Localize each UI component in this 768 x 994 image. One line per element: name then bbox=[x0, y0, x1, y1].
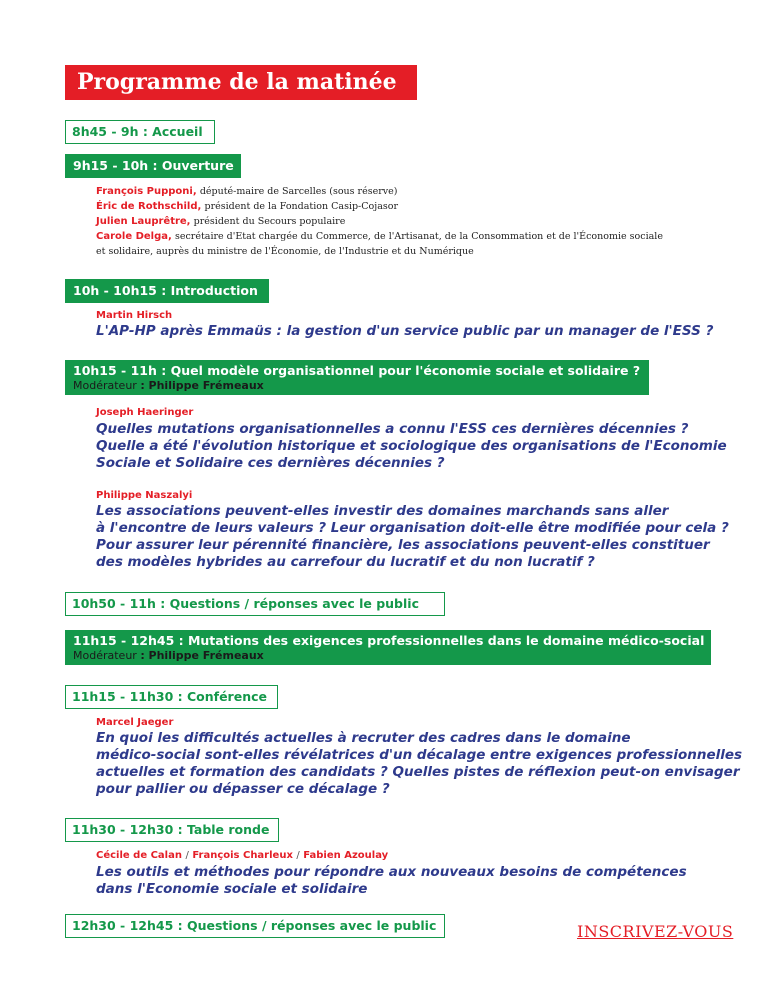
session1-moderator: Modérateur : Philippe Frémeaux bbox=[73, 379, 264, 392]
qa2-slot: 12h30 - 12h45 : Questions / réponses avec le public bbox=[65, 914, 445, 938]
accueil-slot: 8h45 - 9h : Accueil bbox=[65, 120, 215, 144]
ouverture-guests bbox=[96, 184, 663, 259]
session2-header bbox=[65, 630, 711, 665]
register-link[interactable]: INSCRIVEZ-VOUS bbox=[577, 922, 734, 941]
guest-row: Carole Delga, secrétaire d'Etat chargée du Commerce, de l'Artisanat, de la Consommation et de l'Économie sociale bbox=[96, 231, 663, 242]
guest-row: Éric de Rothschild, président de la Fondation Casip-Cojasor bbox=[96, 201, 399, 212]
page-title: Programme de la matinée bbox=[65, 65, 417, 100]
table-ronde-speakers: Cécile de Calan / François Charleux / Fabien Azoulay bbox=[96, 850, 389, 861]
conference-slot: 11h15 - 11h30 : Conférence bbox=[65, 685, 278, 709]
session1-title: 10h15 - 11h : Quel modèle organisationnel pour l'économie sociale et solidaire ? bbox=[73, 363, 641, 378]
guest-row: Julien Lauprêtre, président du Secours populaire bbox=[96, 216, 346, 227]
session2-title: 11h15 - 12h45 : Mutations des exigences professionnelles dans le domaine médico-social bbox=[73, 633, 705, 648]
talk2-speaker: Philippe Naszalyi bbox=[96, 490, 193, 501]
guest-row-continued: et solidaire, auprès du ministre de l'Économie, de l'Industrie et du Numérique bbox=[96, 246, 474, 257]
talk2-text: Les associations peuvent-elles investir des domaines marchands sans aller à l'encontre de leurs valeurs ? Leur organisation doit-elle être modifiée pour cela ? Pour assurer leur pérennité financière, les associations peuvent-elles constituer des modèles hybrides au carrefour du lucratif et du non lucratif ? bbox=[96, 503, 729, 570]
ouverture-slot: 9h15 - 10h : Ouverture bbox=[65, 154, 241, 178]
table-ronde-slot: 11h30 - 12h30 : Table ronde bbox=[65, 818, 279, 842]
talk1-speaker: Joseph Haeringer bbox=[96, 407, 194, 418]
conference-speaker: Marcel Jaeger bbox=[96, 717, 174, 728]
conference-text: En quoi les difficultés actuelles à recruter des cadres dans le domaine médico-social sont-elles révélatrices d'un décalage entre exigences professionnelles actuelles et formation des candidats ? Quelles pistes de réflexion peut-on envisager pour pallier ou dépasser ce décalage ? bbox=[96, 730, 743, 797]
session2-moderator: Modérateur : Philippe Frémeaux bbox=[73, 649, 264, 662]
qa1-slot: 10h50 - 11h : Questions / réponses avec le public bbox=[65, 592, 445, 616]
table-ronde-text: Les outils et méthodes pour répondre aux nouveaux besoins de compétences dans l'Economie sociale et solidaire bbox=[96, 864, 687, 897]
talk1-text: Quelles mutations organisationnelles a connu l'ESS ces dernières décennies ? Quelle a été l'évolution historique et sociologique des organisations de l'Economie Sociale et Solidaire ces dernières décennies ? bbox=[96, 421, 727, 471]
intro-talk: L'AP-HP après Emmaüs : la gestion d'un service public par un manager de l'ESS ? bbox=[96, 323, 714, 339]
guest-row: François Pupponi, député-maire de Sarcelles (sous réserve) bbox=[96, 186, 398, 197]
session1-header bbox=[65, 360, 649, 395]
intro-speaker: Martin Hirsch bbox=[96, 310, 173, 321]
intro-slot: 10h - 10h15 : Introduction bbox=[65, 279, 269, 303]
